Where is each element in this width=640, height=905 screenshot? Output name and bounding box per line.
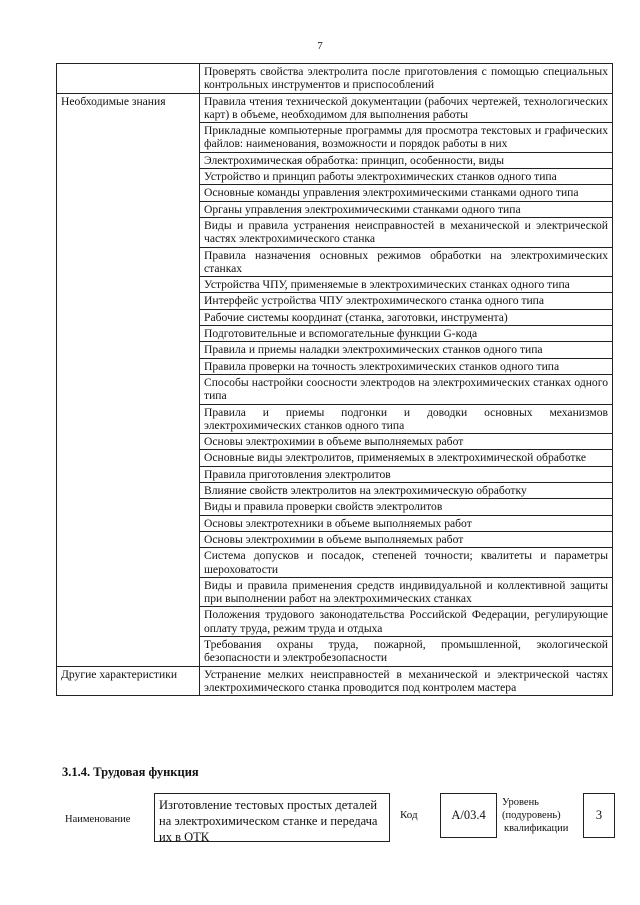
level-label xyxy=(502,796,568,835)
table-cell: Виды и правила применения средств индивидуальной и коллективной защиты при выполнении работ на электрохимических станках xyxy=(200,577,613,607)
page-number: 7 xyxy=(317,40,323,52)
table-row xyxy=(57,93,613,123)
code-value: A/03.4 xyxy=(440,793,497,838)
table-cell: Основы электрохимии в объеме выполняемых работ xyxy=(200,531,613,547)
table-cell: Правила и приемы подгонки и доводки основных механизмов электрохимических станков одного типа xyxy=(200,404,613,434)
table-cell: Органы управления электрохимическими станками одного типа xyxy=(200,201,613,217)
table-cell: Основные виды электролитов, применяемых в электрохимической обработке xyxy=(200,450,613,466)
table-cell: Устройства ЧПУ, применяемые в электрохимических станках одного типа xyxy=(200,277,613,293)
name-label: Наименование xyxy=(65,814,131,825)
table-cell: Виды и правила проверки свойств электролитов xyxy=(200,499,613,515)
code-label: Код xyxy=(400,809,418,821)
table-cell: Способы настройки соосности электродов на электрохимических станках одного типа xyxy=(200,374,613,404)
table-cell: Основы электротехники в объеме выполняемых работ xyxy=(200,515,613,531)
table-cell: Подготовительные и вспомогательные функции G-кода xyxy=(200,326,613,342)
table-cell: Устройство и принцип работы электрохимических станков одного типа xyxy=(200,169,613,185)
level-value: 3 xyxy=(583,793,615,838)
level-label-line: квалификации xyxy=(504,823,569,834)
table-cell: Положения трудового законодательства Российской Федерации, регулирующие оплату труда, режим труда и отдыха xyxy=(200,607,613,637)
table-cell: Основы электрохимии в объеме выполняемых работ xyxy=(200,434,613,450)
table-cell: Правила приготовления электролитов xyxy=(200,466,613,482)
table-cell: Рабочие системы координат (станка, заготовки, инструмента) xyxy=(200,309,613,325)
table-cell: Прикладные компьютерные программы для просмотра текстовых и графических файлов: наименования, возможности и порядок работы в них xyxy=(200,123,613,153)
name-value: Изготовление тестовых простых деталей на электрохимическом станке и передача их в ОТК xyxy=(154,793,390,842)
table-cell: Правила чтения технической документации (рабочих чертежей, технологических карт) в объеме, необходимом для выполнения работы xyxy=(200,93,613,123)
table-row xyxy=(57,64,613,94)
level-label-line: (подуровень) xyxy=(502,810,561,821)
row-group-label: Необходимые знания xyxy=(57,93,200,666)
knowledge-table xyxy=(56,63,613,696)
table-cell: Основные команды управления электрохимическими станками одного типа xyxy=(200,185,613,201)
table-cell: Электрохимическая обработка: принцип, особенности, виды xyxy=(200,152,613,168)
row-group-label: Другие характеристики xyxy=(57,666,200,696)
table-row xyxy=(57,666,613,696)
table-cell: Виды и правила устранения неисправностей в механической и электрической частях электрохимического станка xyxy=(200,217,613,247)
table-cell: Устранение мелких неисправностей в механической и электрической частях электрохимического станка проводится под контролем мастера xyxy=(200,666,613,696)
table-cell: Система допусков и посадок, степеней точности; квалитеты и параметры шероховатости xyxy=(200,548,613,578)
row-group-label xyxy=(57,64,200,94)
table-cell: Влияние свойств электролитов на электрохимическую обработку xyxy=(200,483,613,499)
table-cell: Правила назначения основных режимов обработки на электрохимических станках xyxy=(200,247,613,277)
table-cell: Требования охраны труда, пожарной, промышленной, экологической безопасности и электробезопасности xyxy=(200,636,613,666)
table-cell: Правила и приемы наладки электрохимических станков одного типа xyxy=(200,342,613,358)
section-title: 3.1.4. Трудовая функция xyxy=(62,765,199,779)
level-label-line: Уровень xyxy=(502,797,539,808)
table-cell: Проверять свойства электролита после приготовления с помощью специальных контрольных инструментов и приспособлений xyxy=(200,64,613,94)
table-cell: Правила проверки на точность электрохимических станков одного типа xyxy=(200,358,613,374)
table-cell: Интерфейс устройства ЧПУ электрохимического станка одного типа xyxy=(200,293,613,309)
